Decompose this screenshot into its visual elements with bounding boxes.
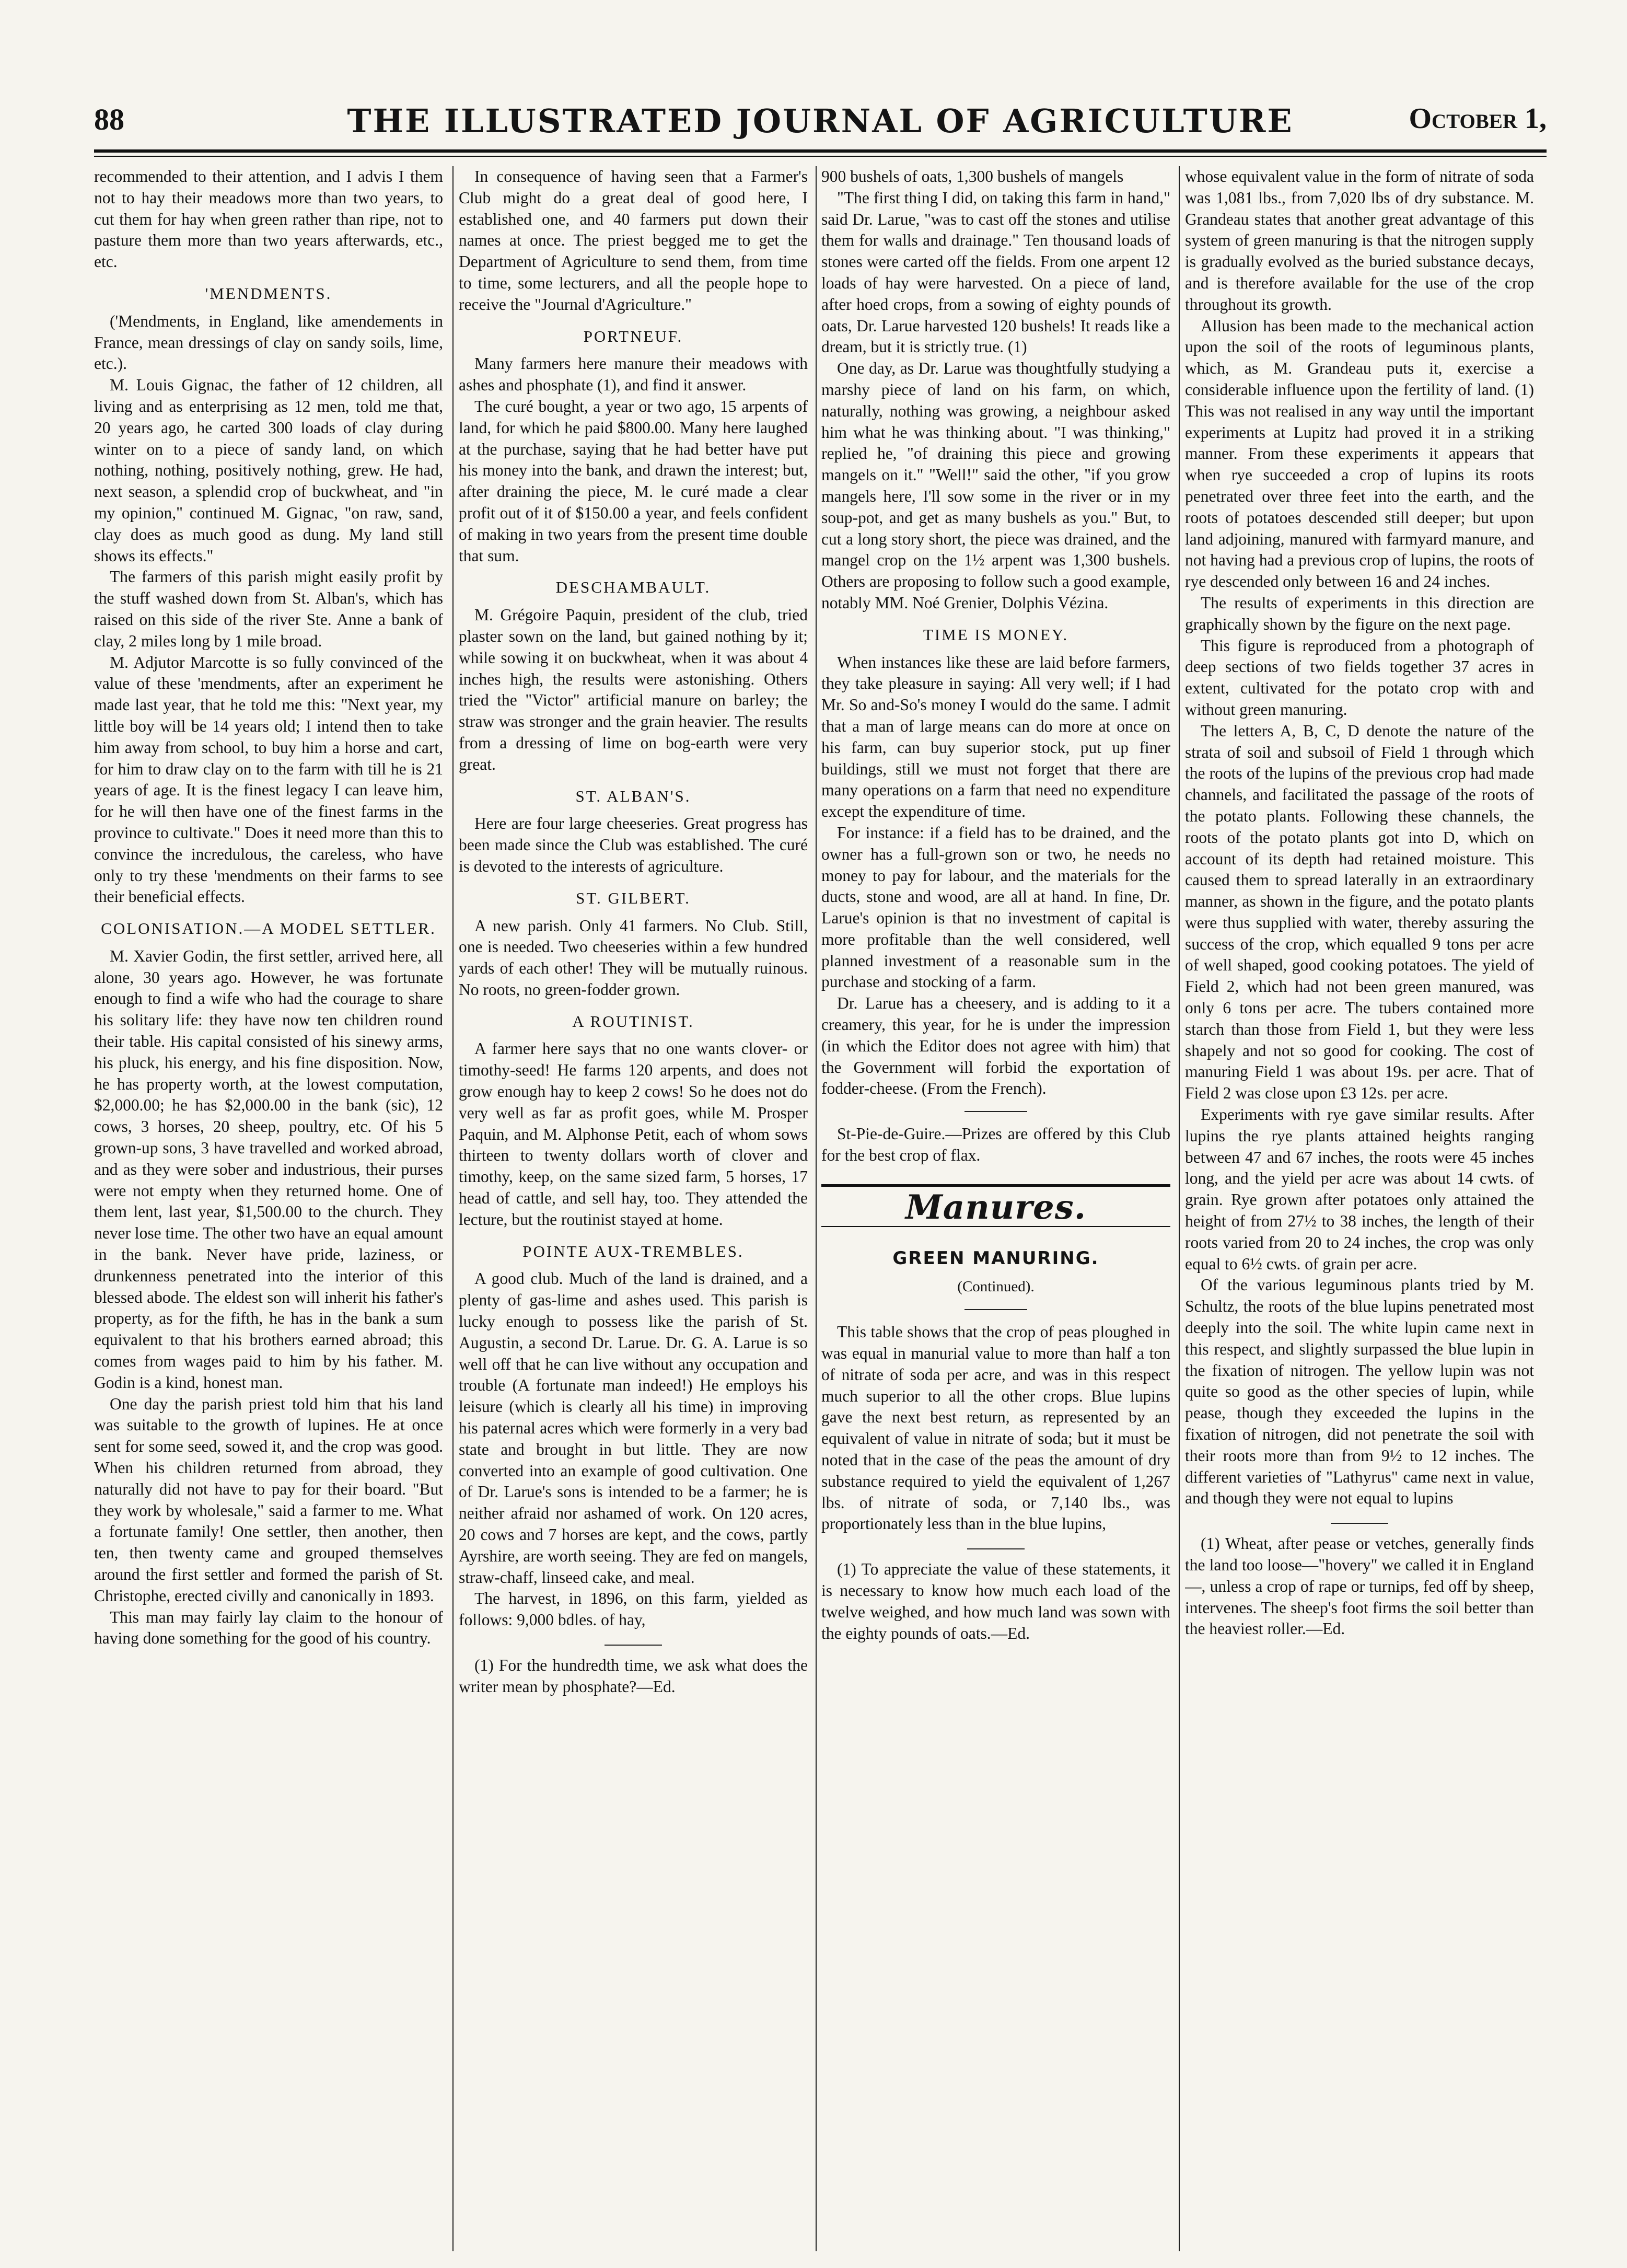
section-heading-mendments: 'MENDMENTS. <box>205 284 332 303</box>
paragraph: The harvest, in 1896, on this farm, yielded as follows: 9,000 bdles. of hay, <box>459 1589 808 1629</box>
paragraph: One day, as Dr. Larue was thoughtfully studying a marshy piece of land on his farm, on which, naturally, nothing was growing, a neighbour asked him what he was thinking about. "I was thinking," replied he, "of draining this piece and growing mangels on it." "Well!" said the other, "if you grow mangels here, I'll sow some in the river or in my soup-pot, and get as many bushels as you." But, to cut a long story short, the piece was drained, and the mangel crop on the 1½ arpent was 1,300 bushels. Others are proposing to follow such a good example, notably MM. Noé Grenier, Dolphis Vézina. <box>821 359 1170 612</box>
paragraph: ('Mendments, in England, like amendements in France, mean dressings of clay on sandy soils, lime, etc.). <box>94 311 443 373</box>
column-1 <box>94 166 443 2251</box>
column-4 <box>1185 166 1534 2251</box>
issue-date: October 1, <box>1409 102 1547 135</box>
section-heading-time-is-money: TIME IS MONEY. <box>923 625 1069 644</box>
section-heading-pointe-aux-trembles: POINTE AUX-TREMBLES. <box>522 1242 744 1260</box>
footnote-divider <box>605 1645 662 1646</box>
header-rule-thin <box>94 156 1547 157</box>
article-subtitle: (Continued). <box>957 1278 1035 1295</box>
header-rule <box>94 149 1547 153</box>
paragraph: A good club. Much of the land is drained, and a plenty of gas-lime and ashes used. This parish is lucky enough to possess like the parish of St. Augustin, a second Dr. Larue. Dr. G. A. Larue is so well off that he can live without any occupation and trouble (A fortunate man indeed!) He employs his leisure (which is clearly all his time) in improving his paternal acres which were formerly in a very bad state and brought in but little. They are now converted into an example of good cultivation. One of Dr. Larue's sons is intended to be a farmer; he is neither afraid nor ashamed of work. On 120 acres, 20 cows and 7 horses are kept, and the cows, partly Ayrshire, are worth seeing. They are fed on mangels, straw-chaff, linseed cake, and meal. <box>459 1269 808 1587</box>
paragraph: This man may fairly lay claim to the honour of having done something for the good of his country. <box>94 1607 443 1648</box>
paragraph: Many farmers here manure their meadows with ashes and phosphate (1), and find it answer. <box>459 354 808 395</box>
column-divider <box>1179 166 1180 2251</box>
column-2 <box>459 166 808 2251</box>
paragraph: whose equivalent value in the form of nitrate of soda was 1,081 lbs., from 7,020 lbs of dry substance. M. Grandeau states that another great advantage of this system of green manuring is that the nitrogen supply is gradually evolved as the buried substance decays, and is therefore available for the use of the crop throughout its growth. <box>1185 167 1534 314</box>
page-number: 88 <box>94 102 124 136</box>
paragraph: One day the parish priest told him that his land was suitable to the growth of lupines. He at once sent for some seed, sowed it, and the crop was good. When his children returned from abroad, they naturally did not have to pay for their board. "But they work by wholesale," said a farmer to me. What a fortunate family! One settler, then another, then ten, then twenty came and grouped themselves around the first settler and formed the parish of St. Christophe, erected civilly and canonically in 1893. <box>94 1394 443 1605</box>
paragraph: The farmers of this parish might easily profit by the stuff washed down from St. Alban's, which has raised on this side of the river Ste. Anne a bank of clay, 2 miles long by 1 mile broad. <box>94 568 443 650</box>
paragraph: The curé bought, a year or two ago, 15 arpents of land, for which he paid $800.00. Many here laughed at the purchase, saying that he had better have put his money into the bank, and drawn the interest; but, after draining the piece, M. le curé made a clear profit out of it of $150.00 a year, and feels confident of making in two years from the present time double that sum. <box>459 397 808 565</box>
paragraph: The letters A, B, C, D denote the nature of the strata of soil and subsoil of Field 1 through which the roots of the lupins of the previous crop had made channels, and facilitated the passage of the roots of the potato plants. Following these channels, the roots of the potato plants got into D, which on account of its depth had retained moisture. This caused them to spread laterally in an extraordinary manner, as shown in the figure, and the potato plants were thus supplied with water, thereby assuring the success of the crop, which equalled 9 tons per acre of well shaped, good cooking potatoes. The yield of Field 2, which had not been green manured, was only 6 tons per acre. The tubers contained more starch than those from Field 1, but they were less shapely and not so good for cooking. The cost of manuring Field 1 was about 19s. per acre. That of Field 2 was close upon £3 12s. per acre. <box>1185 721 1534 1103</box>
paragraph: "The first thing I did, on taking this farm in hand," said Dr. Larue, "was to cast off the stones and utilise them for walls and drainage." Ten thousand loads of stones were carted off the fields. From one arpent 12 loads of hay were harvested. On a piece of land, after hoed crops, from a sowing of eighty pounds of oats, Dr. Larue harvested 120 bushels! It reads like a dream, but it is strictly true. (1) <box>821 188 1170 356</box>
paragraph: Here are four large cheeseries. Great progress has been made since the Club was established. The curé is devoted to the interests of agriculture. <box>459 814 808 875</box>
paragraph: M. Adjutor Marcotte is so fully convinced of the value of these 'mendments, after an experiment he made last year, that he told me this: "Next year, my little boy will be 14 years old; I intend then to take him away from school, to buy him a horse and cart, for him to draw clay on to the farm with till he is 21 years of age. It is the finest legacy I can leave him, for he will then have one of the finest farms in the province to cultivate." Does it need more than this to convince the incredulous, the careless, who have only to try these 'mendments on their farms to see their beneficial effects. <box>94 653 443 906</box>
paragraph: St-Pie-de-Guire.—Prizes are offered by this Club for the best crop of flax. <box>821 1125 1170 1165</box>
footnote-divider <box>967 1548 1025 1549</box>
section-heading-portneuf: PORTNEUF. <box>583 327 683 345</box>
section-heading-colonisation: COLONISATION.—A MODEL SETTLER. <box>101 919 436 938</box>
footnote-divider <box>1331 1523 1388 1524</box>
section-heading-deschambault: DESCHAMBAULT. <box>555 578 711 597</box>
section-heading-routinist: A ROUTINIST. <box>572 1012 694 1031</box>
section-heading-st-albans: ST. ALBAN'S. <box>575 786 691 805</box>
paragraph: Dr. Larue has a cheesery, and is adding to it a creamery, this year, for he is under the impression (in which the Editor does not agree with him) that the Government will forbid the exportation of fodder-cheese. (From the French). <box>821 994 1170 1098</box>
divider <box>964 1309 1027 1310</box>
journal-title: THE ILLUSTRATED JOURNAL OF AGRICULTURE <box>347 102 1294 140</box>
column-3 <box>821 166 1170 2251</box>
paragraph: M. Grégoire Paquin, president of the club, tried plaster sown on the land, but gained nothing by it; while sowing it on buckwheat, when it was about 4 inches high, the results were astonishing. Others tried the "Victor" artificial manure on barley; the straw was stronger and the grain heavier. The results from a dressing of lime on bog-earth were very great. <box>459 606 808 773</box>
section-title-manures: Manures. <box>905 1187 1087 1227</box>
paragraph: Allusion has been made to the mechanical action upon the soil of the roots of leguminous plants, which, as M. Grandeau puts it, exercise a considerable influence upon the fertility of land. (1) This was not realised in any way until the important experiments at Lupitz had proved it in a striking manner. From these experiments it appears that when rye succeeded a crop of lupins its roots penetrated over three feet into the earth, and the roots of potatoes descended still deeper; but upon land adjoining, manured with farmyard manure, and not having had a previous crop of lupins, the roots of rye descended only between 16 and 24 inches. <box>1185 316 1534 591</box>
column-divider <box>816 166 817 2251</box>
section-banner <box>821 1184 1170 1227</box>
footnote: (1) To appreciate the value of these statements, it is necessary to know how much each load of the twelve weighed, and how much land was sown with the eighty pounds of oats.—Ed. <box>821 1560 1170 1642</box>
section-heading-st-gilbert: ST. GILBERT. <box>576 888 691 907</box>
page-header <box>94 102 1547 144</box>
paragraph: This figure is reproduced from a photograph of deep sections of two fields together 37 acres in extent, cultivated for the potato crop with and without green manuring. <box>1185 636 1534 719</box>
footnote: (1) Wheat, after pease or vetches, generally finds the land too loose—"hovery" we called it in England—, unless a crop of rape or turnips, fed off by sheep, intervenes. The sheep's foot firms the soil better than the heaviest roller.—Ed. <box>1185 1534 1534 1638</box>
paragraph: When instances like these are laid before farmers, they take pleasure in saying: All very well; if I had Mr. So and-So's money I would do the same. I admit that a man of large means can do more at once on his farm, can buy superior stock, put up finer buildings, still we must not forget that there are many operations on a farm that need no expenditure except the expenditure of time. <box>821 653 1170 821</box>
footnote: (1) For the hundredth time, we ask what does the writer mean by phosphate?—Ed. <box>459 1656 808 1696</box>
article-title: GREEN MANURING. <box>892 1247 1099 1269</box>
paragraph: The results of experiments in this direction are graphically shown by the figure on the next page. <box>1185 593 1534 633</box>
paragraph: Experiments with rye gave similar results. After lupins the rye plants attained heights ranging between 47 and 67 inches, the roots were 45 inches long, and the yield per acre was about 14 cwts. of grain. Rye grown after potatoes only attained the height of from 27½ to 38 inches, the length of their roots varied from 20 to 24 inches, the crop was only equal to 6½ cwts. of grain per acre. <box>1185 1105 1534 1273</box>
paragraph: For instance: if a field has to be drained, and the owner has a full-grown son or two, he needs no money to pay for labour, and the materials for the ducts, stone and wood, are all at hand. In fine, Dr. Larue's opinion is that no investment of capital is more profitable than the well considered, well planned investment of a reasonable sum in the purchase and stocking of a farm. <box>821 823 1170 991</box>
paragraph: M. Xavier Godin, the first settler, arrived here, all alone, 30 years ago. However, he was fortunate enough to find a wife who had the courage to share his solitary life: they have now ten children round their table. His capital consisted of his sinewy arms, his pluck, his energy, and his fine disposition. Now, he has property worth, at the lowest computation, $2,000.00; he has $2,000.00 in the bank (sic), 12 cows, 3 horses, 20 sheep, poultry, etc. Of his 5 grown-up sons, 3 have travelled and worked abroad, and as they were sober and industrious, their purses were not empty when they returned home. One of them lent, last year, $1,500.00 to the church. They never lose time. The other two have an equal amount in the bank. Never have pride, laziness, or drunkenness penetrated into the interior of this blessed abode. The eldest son will inherit his father's property, as for the fifth, he has in the bank a sum equivalent to that his brothers earned abroad; this comes from wages paid to him by his father. M. Godin is a kind, honest man. <box>94 946 443 1392</box>
paragraph: M. Louis Gignac, the father of 12 children, all living and as enterprising as 12 men, told me that, 20 years ago, he carted 300 loads of clay during winter on to a piece of sandy land, on which nothing, nothing, positively nothing, grew. He had, next season, a splendid crop of buckwheat, and "in my opinion," continued M. Gignac, "on raw, sand, clay does as much good as dung. My land still shows its effects." <box>94 376 443 565</box>
paragraph: A farmer here says that no one wants clover- or timothy-seed! He farms 120 arpents, and does not grow enough hay to keep 2 cows! So he does not do very well as far as profit goes, while M. Prosper Paquin, and M. Alphonse Petit, each of whom sows thirteen to twenty dollars worth of clover and timothy, keep, on the same sized farm, 5 horses, 17 head of cattle, and sell hay, too. They attended the lecture, but the routinist stayed at home. <box>459 1039 808 1229</box>
paragraph: In consequence of having seen that a Farmer's Club might do a great deal of good here, I established one, and 40 farmers put down their names at once. The priest begged me to get the Department of Agriculture to send them, from time to time, some lecturers, and all the people hope to receive the "Journal d'Agriculture." <box>459 167 808 314</box>
paragraph: This table shows that the crop of peas ploughed in was equal in manurial value to more than half a ton of nitrate of soda per acre, and was in this respect much superior to all the other crops. Blue lupins gave the next best return, as represented by an equivalent of value in nitrate of soda; but it must be noted that in the case of the peas the amount of dry substance required to yield the equivalent of 1,267 lbs. of nitrate of soda, or 7,140 lbs., was proportionately less than in the blue lupins, <box>821 1323 1170 1533</box>
paragraph: recommended to their attention, and I advis I them not to hay their meadows more than two years, to cut them for hay when green rather than ripe, not to pasture them more than two years afterwards, etc., etc. <box>94 167 443 271</box>
paragraph: A new parish. Only 41 farmers. No Club. Still, one is needed. Two cheeseries within a few hundred yards of each other! They will be mutually ruinous. No roots, no green-fodder grown. <box>459 916 808 999</box>
paragraph: 900 bushels of oats, 1,300 bushels of mangels <box>821 167 1124 186</box>
divider <box>964 1111 1027 1112</box>
paragraph: Of the various leguminous plants tried by M. Schultz, the roots of the blue lupins penetrated most deeply into the soil. The white lupin came next in this respect, and slightly surpassed the blue lupin in the fixation of nitrogen. The yellow lupin was not quite so good as the other species of lupin, while pease, though they exceeded the lupins in the fixation of nitrogen, did not penetrate the soil with their roots more than from 9½ to 12 inches. The different varieties of "Lathyrus" came next in value, and though they were not equal to lupins <box>1185 1276 1534 1508</box>
column-divider <box>452 166 454 2251</box>
